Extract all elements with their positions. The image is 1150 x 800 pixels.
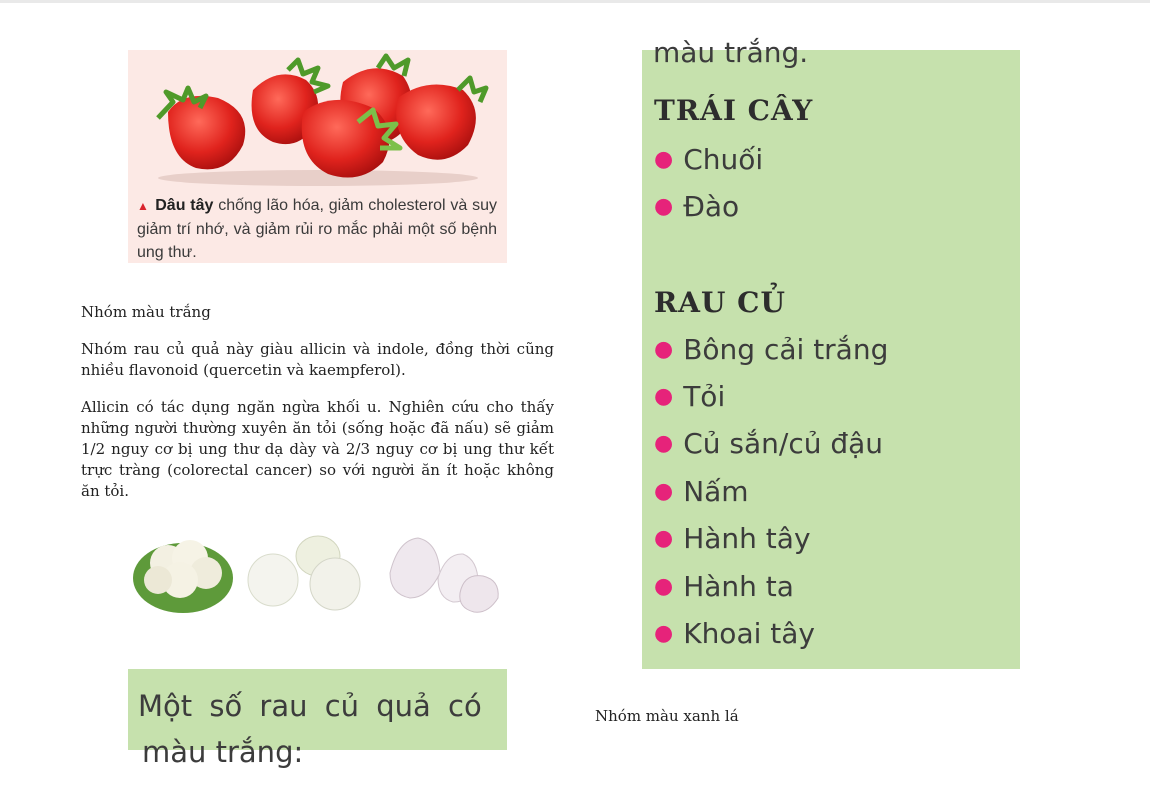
- bullet-icon: ●: [654, 147, 674, 172]
- top-border: [0, 0, 1150, 3]
- list-item: ● Đào: [654, 190, 740, 223]
- white-vegetables-illustration: [128, 518, 507, 618]
- bullet-icon: ●: [654, 384, 674, 409]
- triangle-icon: ▲: [137, 199, 150, 213]
- list-item: ● Chuối: [654, 143, 764, 176]
- list-item: ● Hành tây: [654, 522, 811, 555]
- bullet-icon: ●: [654, 526, 674, 551]
- box-intro-line1: Một số rau củ quả có: [138, 689, 482, 723]
- strawberry-caption: [137, 194, 497, 264]
- bullet-icon: ●: [654, 337, 674, 362]
- box-top-text: màu trắng.: [653, 36, 809, 69]
- paragraph-2: Allicin có tác dụng ngăn ngừa khối u. Nghiên cứu cho thấy những người thường xuyên ăn tỏi (sống hoặc đã nấu) sẽ giảm 1/2 nguy cơ bị ung thư dạ dày và 2/3 nguy cơ bị ung thư kết trực tràng (colorectal cancer) so với người ăn ít hoặc không ăn tỏi.: [81, 398, 554, 500]
- list-item: ● Khoai tây: [654, 617, 815, 650]
- list-item: ● Bông cải trắng: [654, 333, 889, 366]
- fruit-heading: TRÁI CÂY: [654, 94, 814, 127]
- caption-text: chống lão hóa, giảm cholesterol và suy giảm trí nhớ, và giảm rủi ro mắc phải một số bệnh ung thư.: [137, 197, 498, 261]
- paragraph-1: Nhóm rau củ quả này giàu allicin và indole, đồng thời cũng nhiều flavonoid (quercetin và kaempferol).: [81, 340, 554, 379]
- list-item: ● Củ sắn/củ đậu: [654, 427, 884, 460]
- bullet-icon: ●: [654, 431, 674, 456]
- bullet-icon: ●: [654, 621, 674, 646]
- list-item: ● Nấm: [654, 475, 749, 508]
- box-intro-line2: màu trắng:: [142, 735, 304, 769]
- bullet-icon: ●: [654, 479, 674, 504]
- strawberry-image: [128, 50, 507, 263]
- bullet-icon: ●: [654, 194, 674, 219]
- strawberries-illustration: [128, 50, 507, 190]
- section-heading-green: Nhóm màu xanh lá: [595, 707, 739, 725]
- bullet-icon: ●: [654, 574, 674, 599]
- vegetable-heading: RAU CỦ: [654, 286, 786, 319]
- white-vegetables-image: [128, 518, 507, 618]
- list-item: ● Tỏi: [654, 380, 726, 413]
- white-produce-box-right: [642, 36, 1020, 669]
- list-item: ● Hành ta: [654, 570, 794, 603]
- white-produce-box-left: [128, 669, 507, 769]
- section-heading-white: Nhóm màu trắng: [81, 303, 211, 321]
- caption-bold: Dâu tây: [155, 197, 214, 214]
